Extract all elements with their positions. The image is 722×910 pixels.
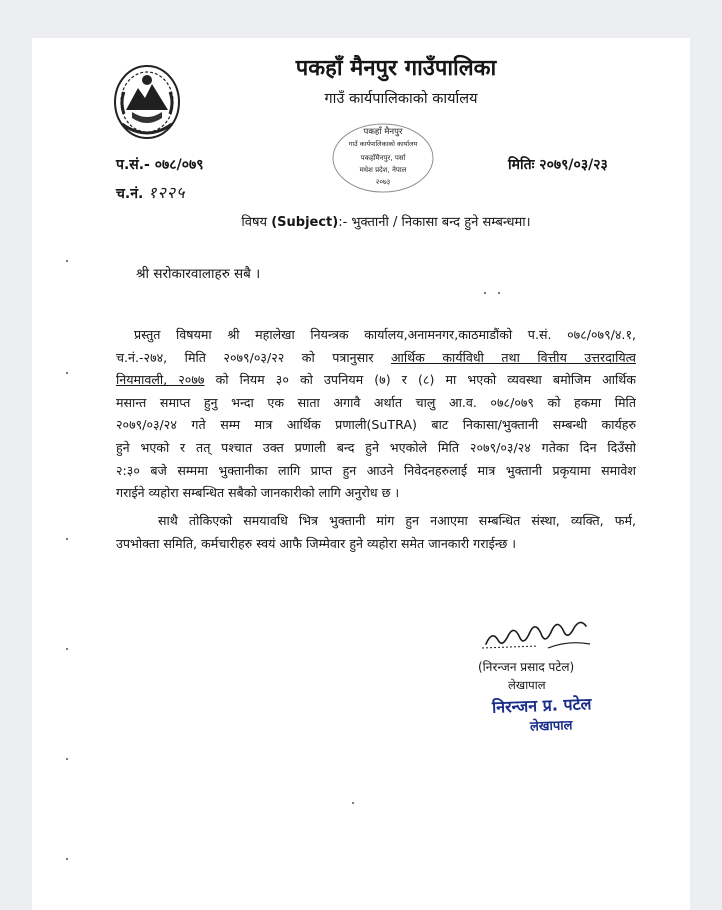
signatory-title: लेखापाल (508, 678, 546, 692)
office-subtitle: गाउँ कार्यपालिकाको कार्यालय (324, 91, 478, 107)
letter-page (32, 38, 690, 910)
body-paragraph-2 (116, 510, 636, 555)
scan-speck (66, 372, 68, 374)
salutation: श्री सरोकारवालाहरु सबै । (136, 266, 261, 282)
body-paragraph-1 (116, 324, 636, 505)
reference-number: प.सं.- ०७८/०७९ (116, 157, 204, 173)
signatory-stamp-title: लेखापाल (529, 718, 573, 735)
scan-speck (66, 260, 68, 262)
paragraph-line: हुने भएको र तत् पश्चात उक्त प्रणाली बन्द हुने भएकोले मिति २०७९/०३/२४ गतेका दिन दिउँसो (116, 439, 636, 455)
scan-speck (498, 292, 500, 294)
paragraph-line: च.नं.-२७४, मिति २०७९/०३/२२ को पत्रानुसार आर्थिक कार्यविधी तथा वित्तीय उत्तरदायित्व (116, 349, 636, 365)
paragraph-line: गराईने व्यहोरा सम्बन्धित सबैको जानकारीको लागि अनुरोध छ । (116, 485, 400, 501)
signatory-name: (निरन्जन प्रसाद पटेल) (478, 660, 575, 674)
scan-speck (66, 648, 68, 650)
paragraph-line: मसान्त समाप्त हुनु भन्दा एक साता अगावै अर्थात चालु आ.व. ०७८/०७९ को हकमा मिति (116, 394, 636, 410)
scan-speck (66, 858, 68, 860)
scan-speck (66, 538, 68, 540)
signatory-stamp-name: निरन्जन प्र. पटेल (491, 694, 592, 717)
paragraph-line: उपभोक्ता समिति, कर्मचारीहरु स्वयं आफै जिम्मेवार हुने व्यहोरा समेत जानकारी गराईन्छ । (116, 535, 517, 551)
subject-label-en: (Subject) (271, 215, 339, 230)
dispatch-number-label: च.नं. (116, 186, 144, 202)
signature-icon (478, 610, 598, 654)
office-stamp-icon (328, 118, 438, 196)
scan-speck (66, 758, 68, 760)
office-title: पकहाँ मैनपुर गाउँपालिका (295, 56, 497, 81)
paragraph-line: नियमावली, २०७७ को नियम ३० को उपनियम (७) र (८) मा भएको व्यवस्था बमोजिम आर्थिक (116, 372, 636, 388)
paragraph-line: प्रस्तुत विषयमा श्री महालेखा नियन्त्रक कार्यालय,अनामनगर,काठमाडौंको प.सं. ०७८/०७९/४.१, (134, 327, 636, 342)
dispatch-number (116, 181, 185, 203)
paragraph-line: साथै तोकिएको समयावधि भित्र भुक्तानी मांग हुन नआएमा सम्बन्धित संस्था, व्यक्ति, फर्म, (158, 513, 636, 528)
stamp-line-2: गाउँ कार्यपालिकाको कार्यालय (348, 140, 418, 148)
paragraph-line: २०७९/०३/२४ गते सम्म मात्र आर्थिक प्रणाली(SuTRA) बाट निकासा/भुक्तानी सम्बन्धी कार्यहरु (116, 417, 636, 433)
dispatch-number-value: १२२५ (148, 183, 186, 202)
paragraph-line: २:३० बजे सम्ममा भुक्तानीका लागि प्राप्त हुन आउने निवेदनहरुलाई मात्र भुक्तानी प्रकृयामा समावेश (116, 462, 636, 478)
subject-text: :- भुक्तानी / निकासा बन्द हुने सम्बन्धमा। (338, 215, 531, 230)
stamp-line-4: मधेश प्रदेश, नेपाल (359, 166, 407, 174)
stamp-line-3: पकहाँमैनपुर, पर्सा (360, 154, 406, 162)
subject-line (32, 212, 690, 230)
stamp-line-5: २०७३ (375, 178, 391, 186)
scan-speck (352, 802, 354, 804)
subject-label: विषय (241, 215, 268, 230)
scan-speck (484, 292, 486, 294)
stamp-line-1: पकहाँ मैनपुर (363, 127, 403, 137)
letter-date: मितिः २०७९/०३/२३ (508, 157, 608, 173)
